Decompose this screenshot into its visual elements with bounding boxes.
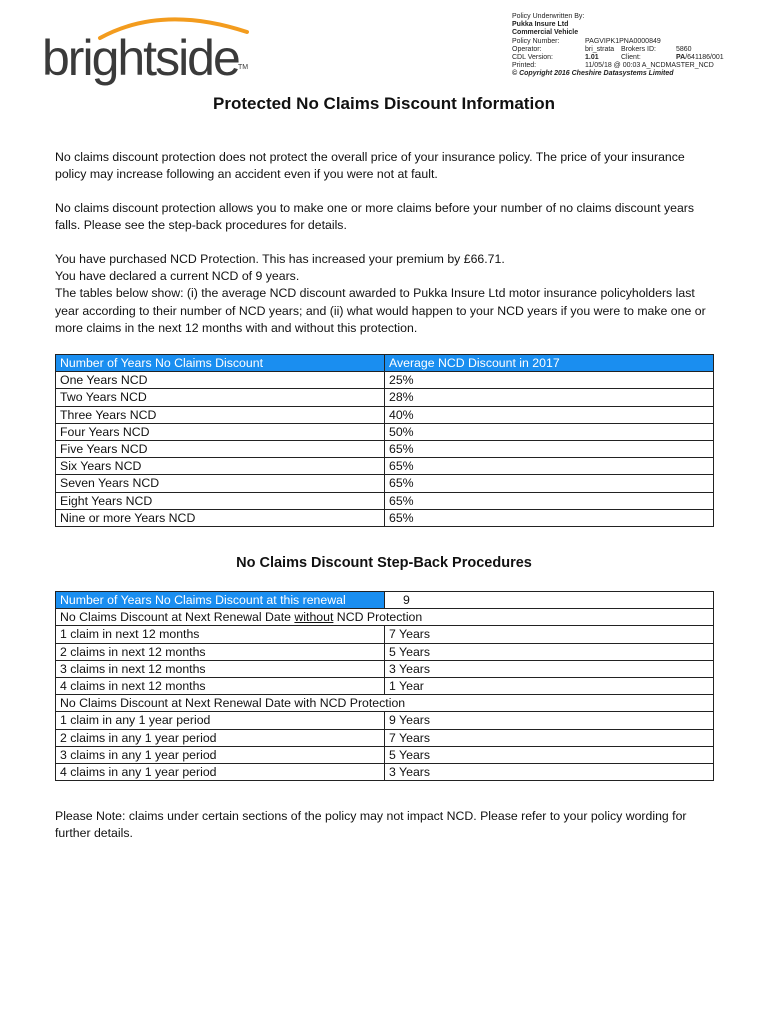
printed-value: 11/05/18 @ 00:03 A_NCDMASTER_NCD: [585, 62, 714, 70]
resulting-years: 9 Years: [385, 712, 714, 729]
ncd-years: Six Years NCD: [56, 458, 385, 475]
paragraph-price-warning: No claims discount protection does not protect the overall price of your insurance policy. The price of your insurance policy may increase following an accident even if you were not at fault.: [55, 150, 685, 182]
resulting-years: 3 Years: [385, 763, 714, 780]
table-row: [56, 509, 714, 526]
claims-count: 2 claims in next 12 months: [56, 643, 385, 660]
ncd-discount: 65%: [385, 458, 714, 475]
ncd-years: Seven Years NCD: [56, 475, 385, 492]
ncd-years: Five Years NCD: [56, 440, 385, 457]
without-word: without: [294, 610, 334, 625]
ncd-discount: 65%: [385, 475, 714, 492]
logo-text: brightside: [42, 30, 239, 86]
resulting-years: 7 Years: [385, 729, 714, 746]
table-row: [56, 626, 714, 643]
ncd-years: One Years NCD: [56, 372, 385, 389]
brokers-id-value: 5860: [676, 45, 692, 53]
table-row: [56, 643, 714, 660]
declared-ncd-line: You have declared a current NCD of 9 years.: [55, 269, 300, 284]
printed-label: Printed:: [512, 62, 537, 70]
table-row: [56, 712, 714, 729]
without-protection-heading: [56, 609, 714, 626]
claims-count: 3 claims in next 12 months: [56, 660, 385, 677]
table-row: [56, 746, 714, 763]
ncd-years: Two Years NCD: [56, 389, 385, 406]
table-header: [56, 355, 714, 372]
ncd-discount: 40%: [385, 406, 714, 423]
brightside-logo: [42, 12, 252, 84]
with-protection-label: No Claims Discount at Next Renewal Date with NCD Protection: [56, 695, 714, 712]
ncd-discount: 65%: [385, 509, 714, 526]
client-prefix: PA: [676, 54, 686, 62]
copyright: © Copyright 2016 Cheshire Datasystems Limited: [512, 70, 674, 78]
table-header: [56, 592, 714, 609]
ncd-years: Three Years NCD: [56, 406, 385, 423]
table-row: [56, 729, 714, 746]
claims-count: 1 claim in any 1 year period: [56, 712, 385, 729]
renewal-years-value: 9: [385, 592, 714, 609]
table-row: [56, 660, 714, 677]
header-average: Average NCD Discount in 2017: [385, 355, 714, 372]
ncd-years: Eight Years NCD: [56, 492, 385, 509]
table-row: [56, 423, 714, 440]
insurer-name: Pukka Insure Ltd: [512, 21, 569, 29]
ncd-years: Nine or more Years NCD: [56, 509, 385, 526]
policy-note: Please Note: claims under certain sections of the policy may not impact NCD. Please refer to your policy wording for further details.: [55, 809, 687, 841]
product-name: Commercial Vehicle: [512, 29, 579, 37]
brokers-id-label: Brokers ID:: [621, 45, 657, 53]
step-back-title: No Claims Discount Step-Back Procedures: [236, 555, 532, 571]
tables-explanation: The tables below show: (i) the average NCD discount awarded to Pukka Insure Ltd motor insurance policyholders last year according to their number of NCD years; and (ii) what would happen to your NCD years if you were to make one or more claims in the next 12 months with and without this protection.: [55, 286, 706, 335]
ncd-discount: 65%: [385, 492, 714, 509]
claims-count: 3 claims in any 1 year period: [56, 746, 385, 763]
resulting-years: 5 Years: [385, 643, 714, 660]
cdl-version-value: 1.01: [585, 54, 599, 62]
table-row: [56, 763, 714, 780]
operator-label: Operator:: [512, 45, 542, 53]
client-label: Client:: [621, 54, 641, 62]
resulting-years: 7 Years: [385, 626, 714, 643]
table-row: [56, 406, 714, 423]
underwritten-label: Policy Underwritten By:: [512, 13, 585, 20]
resulting-years: 5 Years: [385, 746, 714, 763]
table-row: [56, 372, 714, 389]
paragraph-purchase-info: [55, 251, 719, 337]
table-row: [56, 458, 714, 475]
ncd-years: Four Years NCD: [56, 423, 385, 440]
page-title: Protected No Claims Discount Information: [213, 94, 555, 113]
policy-metadata: [512, 13, 758, 79]
average-ncd-table: [55, 354, 714, 527]
policy-number-label: Policy Number:: [512, 37, 560, 45]
header-years: Number of Years No Claims Discount: [56, 355, 385, 372]
ncd-discount: 65%: [385, 440, 714, 457]
table-row: [56, 389, 714, 406]
ncd-discount: 25%: [385, 372, 714, 389]
step-back-table: [55, 591, 714, 781]
table-row: [56, 492, 714, 509]
client-value: /641186/001: [685, 54, 724, 62]
renewal-years-label: Number of Years No Claims Discount at this renewal: [56, 592, 385, 609]
operator-value: bri_strata: [585, 45, 615, 53]
premium-line: You have purchased NCD Protection. This has increased your premium by £66.71.: [55, 252, 505, 266]
claims-count: 1 claim in next 12 months: [56, 626, 385, 643]
claims-count: 4 claims in next 12 months: [56, 677, 385, 694]
table-row: [56, 440, 714, 457]
resulting-years: 1 Year: [385, 677, 714, 694]
claims-count: 4 claims in any 1 year period: [56, 763, 385, 780]
resulting-years: 3 Years: [385, 660, 714, 677]
without-pre: No Claims Discount at Next Renewal Date: [60, 610, 295, 625]
table-row: [56, 677, 714, 694]
cdl-version-label: CDL Version:: [512, 54, 553, 62]
claims-count: 2 claims in any 1 year period: [56, 729, 385, 746]
table-row: [56, 475, 714, 492]
without-protection-label: [56, 609, 714, 626]
ncd-discount: 28%: [385, 389, 714, 406]
policy-number: PAGVIPK1PNA0000849: [585, 37, 661, 45]
ncd-discount: 50%: [385, 423, 714, 440]
with-protection-heading: [56, 695, 714, 712]
logo-trademark: TM: [238, 64, 249, 71]
without-post: NCD Protection: [333, 610, 423, 625]
paragraph-protection-info: No claims discount protection allows you to make one or more claims before your number of no claims discount years falls. Please see the step-back procedures for details.: [55, 201, 695, 233]
